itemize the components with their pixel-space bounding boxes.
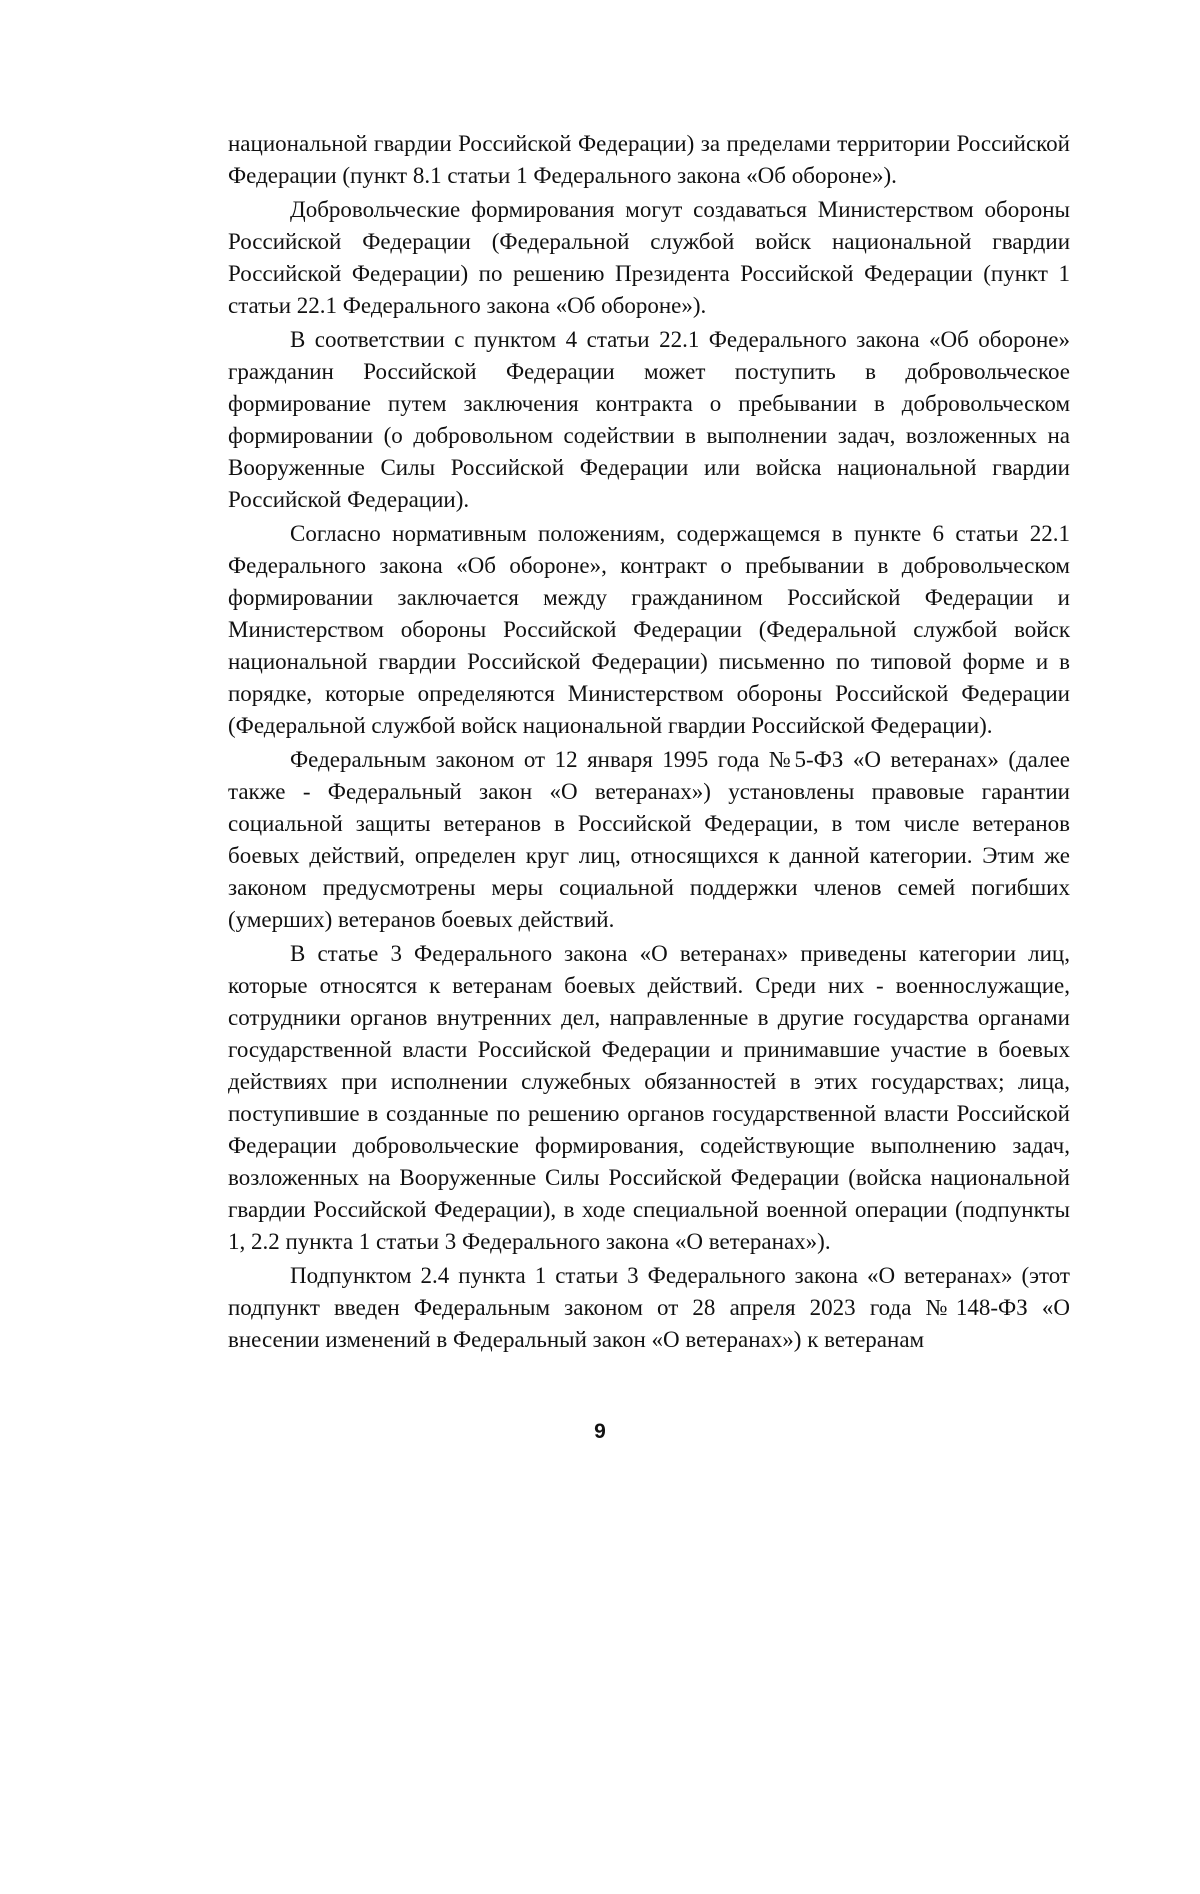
paragraph-4: Согласно нормативным положениям, содержащемся в пункте 6 статьи 22.1 Федерального закона «Об обороне», контракт о пребывании в добровольческом формировании заключается между гражданином Российской Федерации и Министерством обороны Российской Федерации (Федеральной службой войск национальной гвардии Российской Федерации) письменно по типовой форме и в порядке, которые определяются Министерством обороны Российской Федерации (Федеральной службой войск национальной гвардии Российской Федерации).: [228, 521, 1070, 738]
paragraph-1: национальной гвардии Российской Федерации) за пределами территории Российской Федерации (пункт 8.1 статьи 1 Федерального закона «Об обороне»).: [228, 131, 1070, 188]
document-body: [228, 128, 1070, 1358]
paragraph-6: В статье 3 Федерального закона «О ветеранах» приведены категории лиц, которые относятся к ветеранам боевых действий. Среди них - военнослужащие, сотрудники органов внутренних дел, направленные в другие государства органами государственной власти Российской Федерации и принимавшие участие в боевых действиях при исполнении служебных обязанностей в этих государствах; лица, поступившие в созданные по решению органов государственной власти Российской Федерации добровольческие формирования, содействующие выполнению задач, возложенных на Вооруженные Силы Российской Федерации (войска национальной гвардии Российской Федерации), в ходе специальной военной операции (подпункты 1, 2.2 пункта 1 статьи 3 Федерального закона «О ветеранах»).: [228, 941, 1070, 1254]
page-number: 9: [594, 1420, 606, 1443]
paragraph-5: Федеральным законом от 12 января 1995 года №5-ФЗ «О ветеранах» (далее также - Федеральный закон «О ветеранах») установлены правовые гарантии социальной защиты ветеранов в Российской Федерации, в том числе ветеранов боевых действий, определен круг лиц, относящихся к данной категории. Этим же законом предусмотрены меры социальной поддержки членов семей погибших (умерших) ветеранов боевых действий.: [228, 747, 1070, 932]
paragraph-3: В соответствии с пунктом 4 статьи 22.1 Федерального закона «Об обороне» гражданин Российской Федерации может поступить в добровольческое формирование путем заключения контракта о пребывании в добровольческом формировании (о добровольном содействии в выполнении задач, возложенных на Вооруженные Силы Российской Федерации или войска национальной гвардии Российской Федерации).: [228, 327, 1070, 512]
paragraph-2: Добровольческие формирования могут создаваться Министерством обороны Российской Федерации (Федеральной службой войск национальной гвардии Российской Федерации) по решению Президента Российской Федерации (пункт 1 статьи 22.1 Федерального закона «Об обороне»).: [228, 197, 1070, 318]
paragraph-7: Подпунктом 2.4 пункта 1 статьи 3 Федерального закона «О ветеранах» (этот подпункт введен Федеральным законом от 28 апреля 2023 года №148-ФЗ «О внесении изменений в Федеральный закон «О ветеранах») к ветеранам: [228, 1263, 1070, 1352]
